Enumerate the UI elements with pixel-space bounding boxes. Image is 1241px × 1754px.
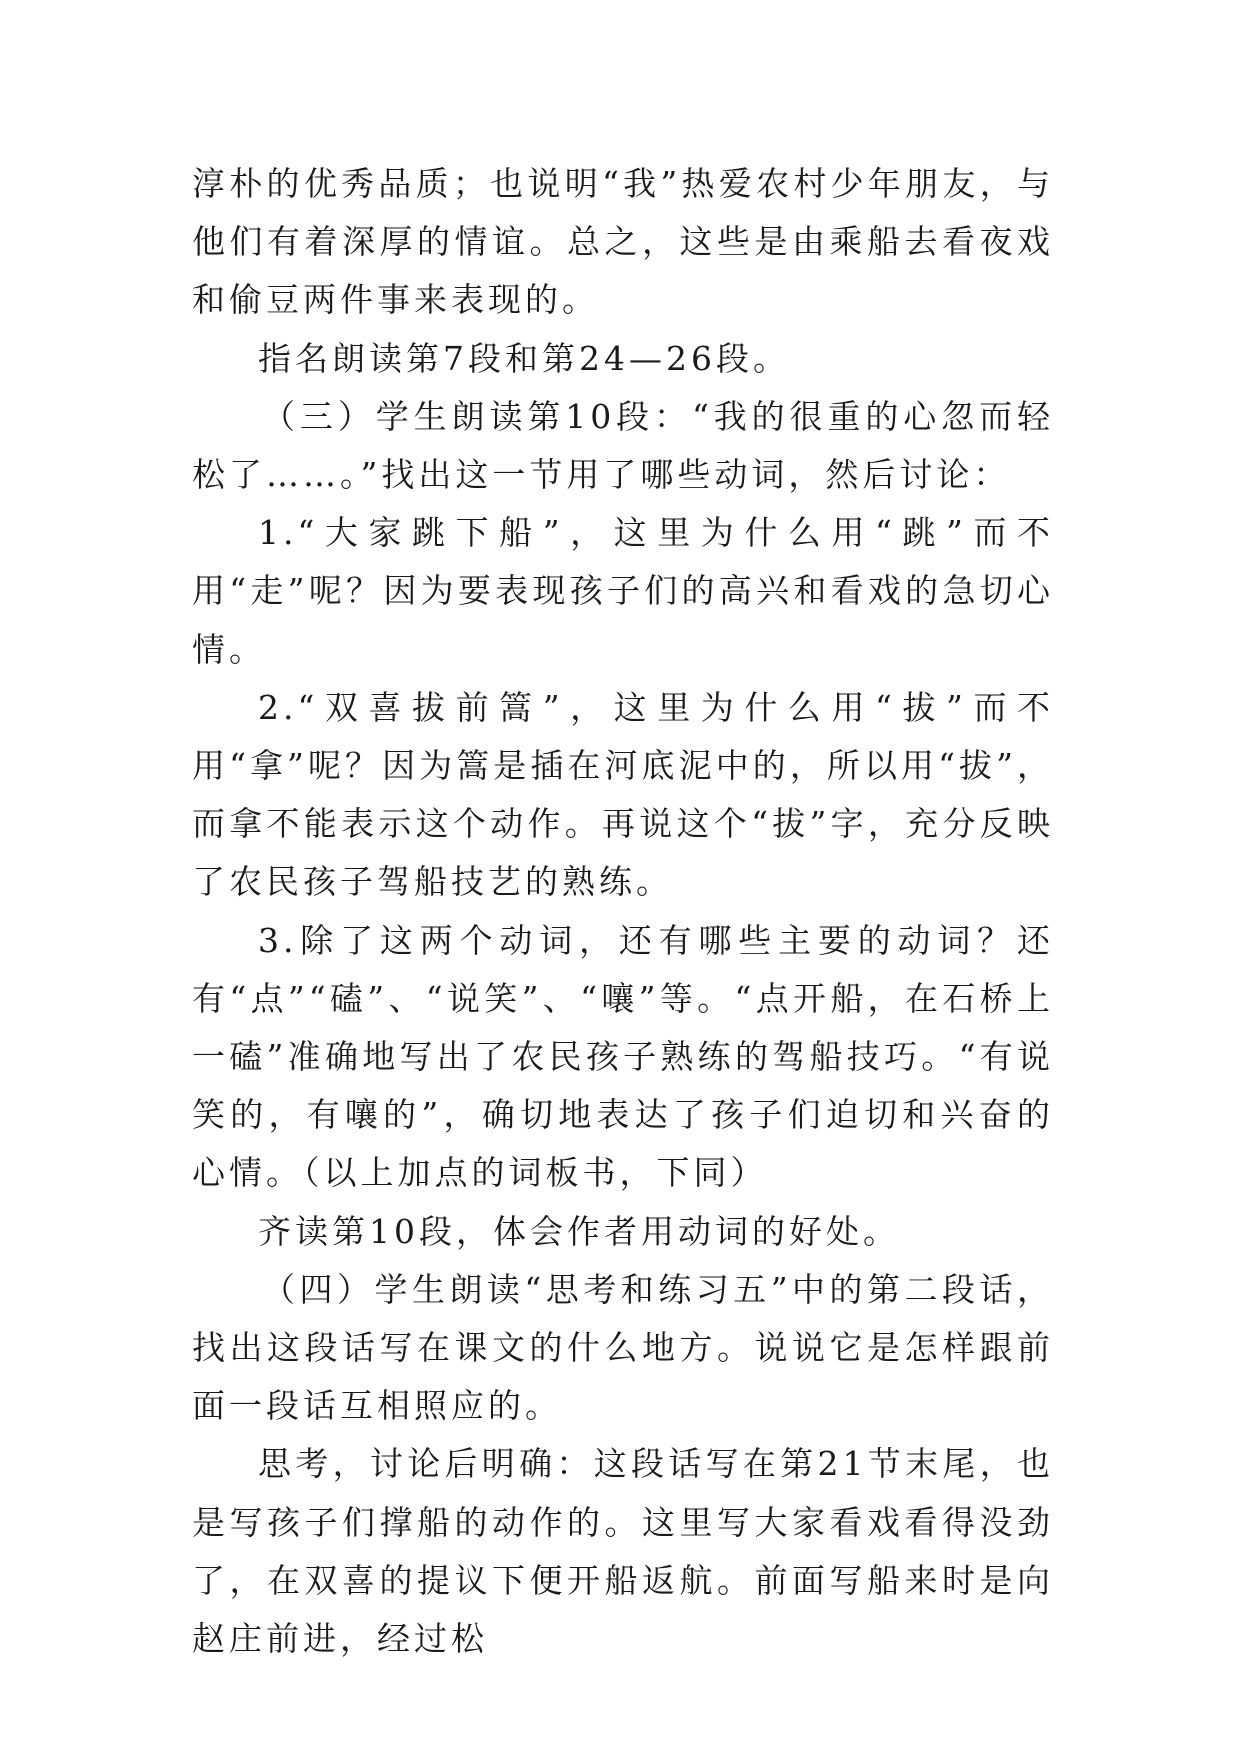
paragraph-point-three: 3.除了这两个动词，还有哪些主要的动词？还有“点”“磕”、“说笑”、“嚷”等。“点开船，在石桥上一磕”准确地写出了农民孩子熟练的驾船技巧。“有说笑的，有嚷的”，确切地表达了孩子们迫切和兴奋的心情。（以上加点的词板书，下同） — [192, 920, 1054, 1193]
paragraph-continued: 淳朴的优秀品质；也说明“我”热爱农村少年朋友，与他们有着深厚的情谊。总之，这些是由乘船去看夜戏和偷豆两件事来表现的。 — [192, 164, 1054, 320]
paragraph-reading-assignment: 指名朗读第7段和第24—26段。 — [258, 338, 790, 378]
paragraph-discussion: 思考，讨论后明确：这段话写在第21节末尾，也是写孩子们撑船的动作的。这里写大家看戏看得没劲了，在双喜的提议下便开船返航。前面写船来时是向赵庄前进，经过松 — [192, 1444, 1054, 1659]
paragraph-group-reading: 齐读第10段，体会作者用动词的好处。 — [258, 1211, 900, 1251]
body-text — [192, 155, 1054, 1668]
paragraph-point-one: 1.“大家跳下船”，这里为什么用“跳”而不用“走”呢？因为要表现孩子们的高兴和看戏的急切心情。 — [192, 513, 1054, 669]
paragraph-section-four: （四）学生朗读“思考和练习五”中的第二段话，找出这段话写在课文的什么地方。说说它是怎样跟前面一段话互相照应的。 — [192, 1269, 1054, 1426]
paragraph-section-three: （三）学生朗读第10段：“我的很重的心忽而轻松了……。”找出这一节用了哪些动词，然后讨论： — [192, 396, 1054, 495]
paragraph-point-two: 2.“双喜拔前篙”，这里为什么用“拔”而不用“拿”呢？因为篙是插在河底泥中的，所以用“拔”，而拿不能表示这个动作。再说这个“拔”字，充分反映了农民孩子驾船技艺的熟练。 — [192, 687, 1054, 902]
